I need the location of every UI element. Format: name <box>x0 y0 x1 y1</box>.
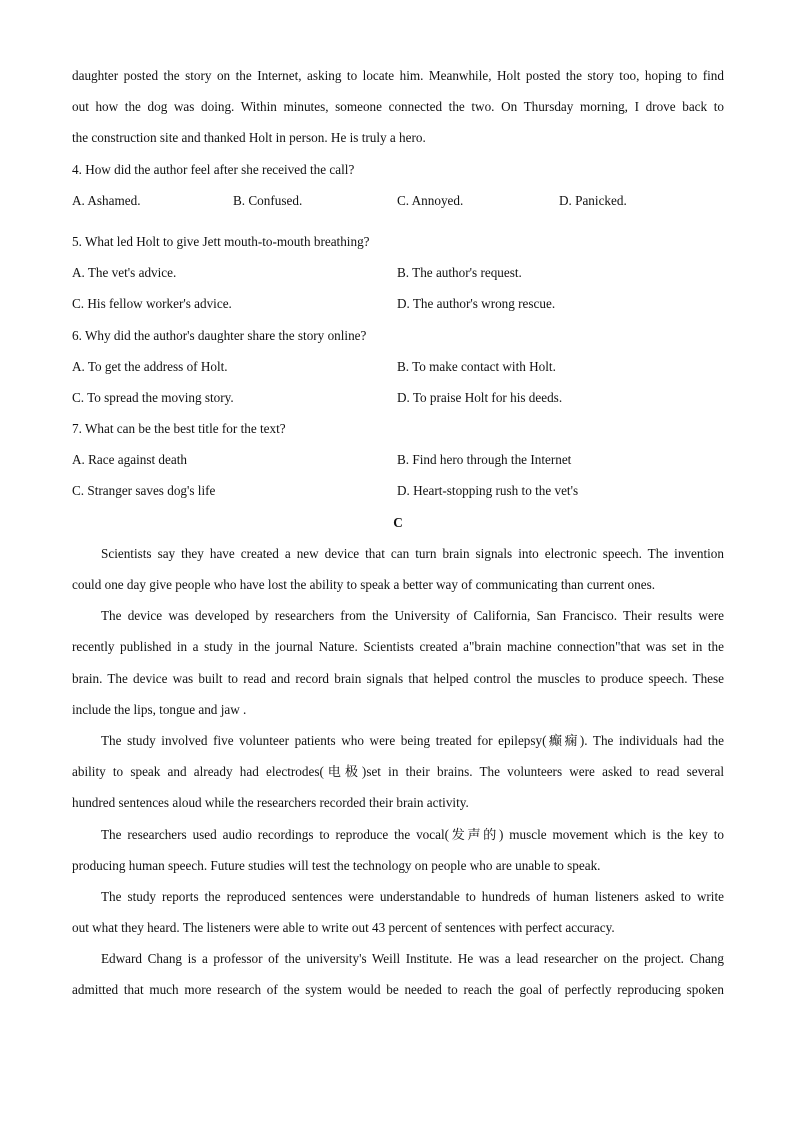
paragraph-line: recently published in a study in the journal Nature. Scientists created a"brain machine connection"that was set in the <box>72 639 724 655</box>
question-7-options-row1 <box>72 444 724 475</box>
paragraph-line: include the lips, tongue and jaw . <box>72 701 247 717</box>
section-heading: C <box>393 514 403 530</box>
paragraph-line: producing human speech. Future studies will test the technology on people who are unable to speak. <box>72 857 601 873</box>
option-c: C. Annoyed. <box>397 192 464 208</box>
question-4: 4. How did the author feel after she received the call? <box>72 161 355 177</box>
option-d: D. To praise Holt for his deeds. <box>397 389 563 405</box>
question-5-options-row1 <box>72 257 724 288</box>
option-d: D. Panicked. <box>559 192 627 208</box>
paragraph-line: admitted that much more research of the system would be needed to reach the goal of perfectly reproducing spoken <box>72 982 724 998</box>
paragraph-line: ability to speak and already had electrodes(电极)set in their brains. The volunteers were asked to read several <box>72 764 724 780</box>
document-page <box>72 60 724 1006</box>
question-6: 6. Why did the author's daughter share the story online? <box>72 327 367 343</box>
paragraph-line: could one day give people who have lost the ability to speak a better way of communicating than current ones. <box>72 577 656 592</box>
question-4-options <box>72 185 724 216</box>
option-a: A. The vet's advice. <box>72 265 177 281</box>
question-6-options-row2 <box>72 382 724 413</box>
paragraph-line: The device was developed by researchers from the University of California, San Francisco. Their results were <box>101 608 724 624</box>
option-c: C. To spread the moving story. <box>72 389 234 405</box>
option-c: C. His fellow worker's advice. <box>72 296 232 312</box>
option-d: D. The author's wrong rescue. <box>397 296 556 312</box>
option-a: A. To get the address of Holt. <box>72 358 228 374</box>
paragraph-line: Scientists say they have created a new device that can turn brain signals into electronic speech. The invention <box>101 545 724 561</box>
text-line: daughter posted the story on the Internet, asking to locate him. Meanwhile, Holt posted the story too, hoping to find <box>72 68 724 83</box>
option-b: B. Confused. <box>233 192 303 208</box>
text-line: out how the dog was doing. Within minutes, someone connected the two. On Thursday morning, I drove back to <box>72 99 724 115</box>
option-a: A. Race against death <box>72 452 187 468</box>
question-7-options-row2 <box>72 475 724 506</box>
paragraph-line: The study involved five volunteer patients who were being treated for epilepsy(癫痫). The individuals had the <box>101 732 724 748</box>
paragraph-line: hundred sentences aloud while the researchers recorded their brain activity. <box>72 795 469 811</box>
option-b: B. To make contact with Holt. <box>397 358 556 374</box>
text-line: the construction site and thanked Holt in person. He is truly a hero. <box>72 130 426 146</box>
paragraph-line: Edward Chang is a professor of the university's Weill Institute. He was a lead researcher on the project. Chang <box>101 951 724 967</box>
question-5-options-row2 <box>72 288 724 319</box>
paragraph-line: out what they heard. The listeners were able to write out 43 percent of sentences with perfect accuracy. <box>72 920 615 936</box>
paragraph-line: The study reports the reproduced sentences were understandable to hundreds of human listeners asked to write <box>101 888 724 904</box>
option-b: B. The author's request. <box>397 265 522 281</box>
option-c: C. Stranger saves dog's life <box>72 483 216 499</box>
question-5: 5. What led Holt to give Jett mouth-to-mouth breathing? <box>72 233 370 249</box>
option-b: B. Find hero through the Internet <box>397 452 572 468</box>
question-6-options-row1 <box>72 351 724 382</box>
question-7: 7. What can be the best title for the text? <box>72 421 286 437</box>
paragraph-line: brain. The device was built to read and record brain signals that helped control the muscles to produce speech. These <box>72 670 724 686</box>
option-a: A. Ashamed. <box>72 192 141 208</box>
paragraph-line: The researchers used audio recordings to reproduce the vocal(发声的) muscle movement which is the key to <box>101 826 724 842</box>
option-d: D. Heart-stopping rush to the vet's <box>397 483 579 499</box>
